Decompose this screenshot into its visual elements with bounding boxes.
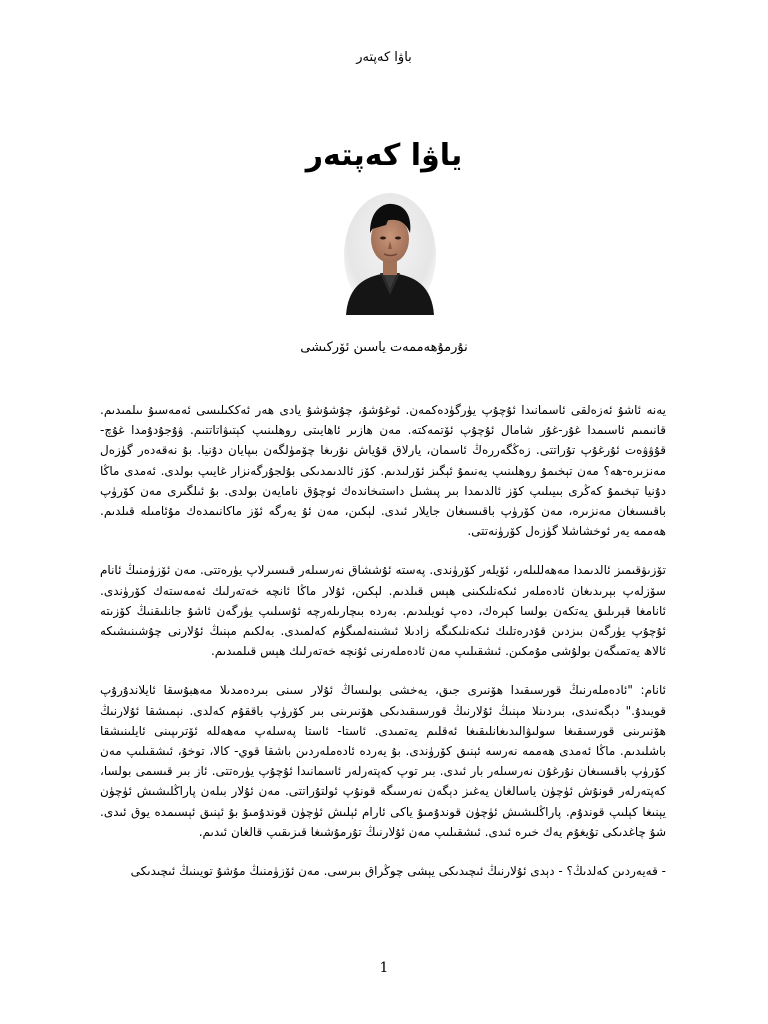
author-name: نۇرمۇھەممەت ياسىن ئۆركىشى xyxy=(300,340,468,355)
author-portrait xyxy=(342,183,438,315)
paragraph: تۆزىۋقىمىز ئالدىمدا مەھەللىلەر، ئۆيلەر كۆرۈندى. پەستە ئۇششاق نەرسىلەر قىسىرلاپ يۈرەتتى. مەن ئۆزۈمنىڭ ئانام سۆزلەپ بېرىدىغان ئادەملەر ئىكەنلىكىنى ھېس قىلدىم. لېكىن، ئۇلار ماڭا ئانچە خەتەرلىك ئەمەستەك كۆرۈندى. ئانامغا قېرىلىق يەتكەن بولسا كېرەك، دەپ ئويلىدىم. بەردە بىچارىلەرچە ئۇسىلىپ يۈرگەن ئاشۇ جانلىقنىڭ كۆزىتە ئۇچۇپ يۈرگەن بىزدىن قۇدرەتلىك ئىكەنلىكىگە زادىلا ئىشىنەلمىگۈم كەلمىدى. بەلكىم مېنىڭ ئۇلارنى چۇشىنىشىكە ئالاھ يەتمىگەن بولۇشى مۇمكىن. ئىشقىلىپ مەن ئادەملەرنى ئۇنچە خەتەرلىك ھېس قىلمىدىم. xyxy=(100,563,666,659)
paragraph: - قەيەردىن كەلدىڭ؟ - دېدى ئۇلارنىڭ ئىچىدىكى يېشى چوڭراق بىرسى. مەن ئۆزۈمنىڭ مۇشۇ تويىنىڭ ئىچىدىكى xyxy=(130,864,666,879)
paragraph: يەنە ئاشۇ ئەزەلقى ئاسمانىدا ئۇچۇپ يۈرگۈدەكمەن. ئوغۇشۇ، چۇشۇشۇ يادى ھەر ئەككىلىسى ئەمەسىۇ ىىلمىدىم. قانىمىم ئاسىمدا غۇر-غۇر شامال ئۇچۇپ ئۆتمەكتە. مەن ھازىر ئاھايىتى روھلىنىپ كېتىۋاتاتتىم. ۋۇجۇدۇمدا غۇچ-قۇۋۋەت ئۇرغۇپ تۇراتتى. زەڭگەررەڭ ئاسمان، يارلاق قۇياش نۇرىغا چۆمۈلگەن بىپايان دۇنيا. بۇ نەقەدەر گۈزەل مەنزىرە-ھە؟ مەن تېخىمۇ روھلىنىپ يەنىمۇ ئېگىز ئۆرلىدىم. كۆز ئالدىمدىكى بۇلجۇرگەنزار غايىپ بولدى. ئەمدى ماڭا دۇنيا تېخىمۇ كەڭرى بىيىلىپ كۆز ئالدىمدا بىر پىشىل داستىخاندەك ئوچۇق نامايەن بولدى. بۇ ئىلگىرى مەن كۆرۈپ باقىسىغان مەنزىرە، مەن كۆرۈپ باقىسىغان جايلار ئىدى. لېكىن، مەن ئۇ يەرگە ئۆز ماكانىمدەك مۇئامىلە قىلدىم. ھەممە يەر ئوخشاشلا گۈزەل كۆرۈنەتتى. xyxy=(100,403,666,539)
page-number: 1 xyxy=(379,960,389,976)
article-body xyxy=(100,400,666,881)
paragraph: ئانام: "ئادەملەرنىڭ قورسىقىدا ھۆنىرى جىق، يەخشى بولىساڭ ئۇلار سىنى بىردەمدىلا مەھبۇسقا ئايلاندۇرۇپ قويىدۇ." دېگەنىدى، بىردىنلا مېنىڭ ئۇلارنىڭ قورسىقىدىكى ھۆنىرىنى بىر كۆرۈپ باققۇم كەلدى. نېمىشقا ئۇلارنىڭ ھۆنىرىنى قورسىقىغا سولىۋالىدىغانلىقىغا ئەقلىم يەتمىدى. ئاستا- ئاستا پەسلەپ مەھەللە ئۆترىپىنى ئايلىنىشقا باشلىدىم. ماڭا ئەمدى ھەممە نەرسە ئېنىق كۆرۈندى. بۇ يەردە ئادەملەردىن باشقا قوي- كالا، توخۇ، ئىشقىلىپ مەن كۆرۈپ باقىسىغان نۇرغۇن نەرسىلەر بار ئىدى. بىر توپ كەپتەرلەر ئاسمانىدا ئۇچۇپ يۈرەتتى. ئاز بىر قىسمى بولسا، كەپتەرلەر قونۇش ئۈچۈن ياسالغان يەغىز دېگەن نەرسىگە قونۇپ ئولتۇراتتى. مەن ئۇلار بىلەن پاراڭلىشىش ئۈچۈن يېنىغا كېلىپ قوندۇم. پاراڭلىشىش ئۈچۈن قوندۇمىۇ ياكى ئارام ئېلىش ئۈچۈن قوندۇمىۇ بۇ ئېنىق ئېسىمدە يوق ئىدى. شۇ چاغدىكى تۇيغۇم يەك خىرە ئىدى. ئىشقىلىپ مەن ئۇلارنىڭ تۇرمۇشىغا قىزىقىپ قالغان ئىدىم. xyxy=(100,683,666,839)
author-portrait-image xyxy=(342,183,438,315)
page-title: ياۋا كەپتەر xyxy=(305,138,463,173)
running-header: باۋا كەپتەر xyxy=(356,50,412,65)
